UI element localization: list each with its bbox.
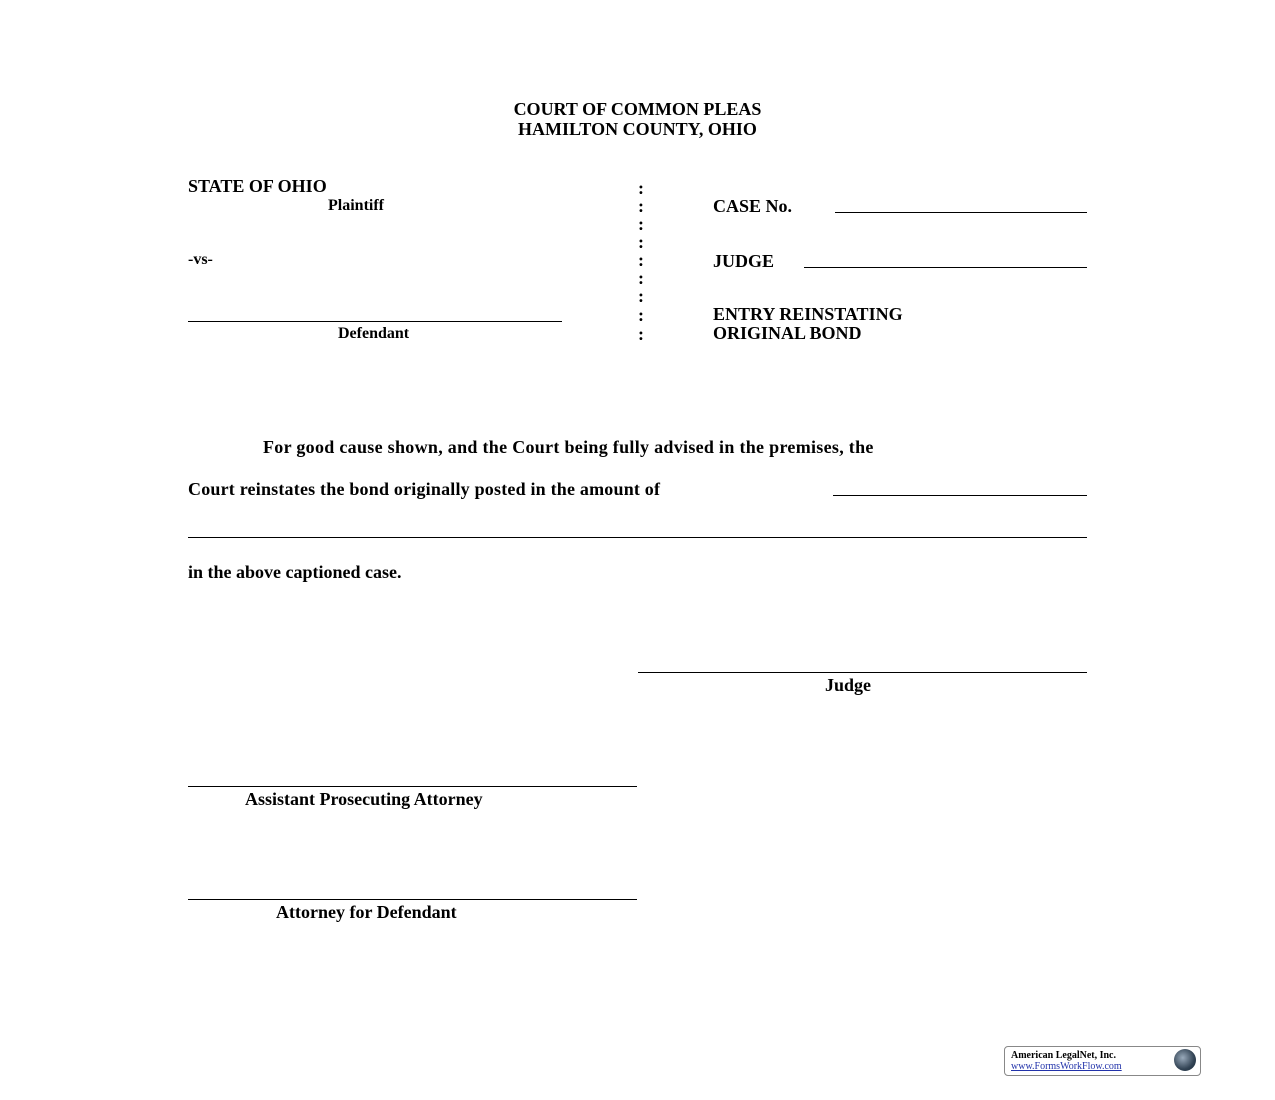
vs-label: -vs- [188, 251, 213, 268]
colon: : [638, 305, 644, 325]
bond-amount-continuation-line[interactable] [188, 537, 1087, 538]
colon: : [638, 196, 644, 216]
colon: : [638, 268, 644, 288]
entry-title-1: ENTRY REINSTATING [713, 304, 903, 324]
entry-title-2: ORIGINAL BOND [713, 323, 862, 343]
case-no-line[interactable] [835, 212, 1087, 213]
court-name: COURT OF COMMON PLEAS [513, 99, 762, 119]
defense-signature-label: Attorney for Defendant [276, 902, 457, 922]
globe-icon [1174, 1049, 1196, 1071]
logo-url[interactable]: www.FormsWorkFlow.com [1011, 1061, 1122, 1072]
plaintiff-label: Plaintiff [328, 197, 384, 214]
prosecutor-signature-label: Assistant Prosecuting Attorney [245, 789, 483, 809]
judge-label: JUDGE [713, 251, 775, 271]
colon: : [638, 214, 644, 234]
plaintiff-name: STATE OF OHIO [188, 176, 327, 196]
judge-signature-label: Judge [825, 675, 872, 695]
colon: : [638, 286, 644, 306]
colon: : [638, 178, 644, 198]
defendant-label: Defendant [338, 325, 410, 342]
judge-signature-line[interactable] [638, 672, 1087, 673]
logo-company: American LegalNet, Inc. [1011, 1050, 1116, 1061]
judge-line[interactable] [804, 267, 1087, 268]
american-legalnet-logo[interactable] [1004, 1046, 1201, 1076]
colon: : [638, 232, 644, 252]
body-paragraph-2: Court reinstates the bond originally posted in the amount of [188, 479, 661, 499]
bond-amount-line[interactable] [833, 495, 1087, 496]
body-paragraph-3: in the above captioned case. [188, 562, 402, 582]
colon: : [638, 250, 644, 270]
county-name: HAMILTON COUNTY, OHIO [518, 119, 757, 139]
defense-signature-line[interactable] [188, 899, 637, 900]
case-no-label: CASE No. [713, 196, 793, 216]
defendant-name-line[interactable] [188, 321, 562, 322]
prosecutor-signature-line[interactable] [188, 786, 637, 787]
body-paragraph-1: For good cause shown, and the Court being fully advised in the premises, the [263, 437, 874, 457]
colon: : [638, 324, 644, 344]
